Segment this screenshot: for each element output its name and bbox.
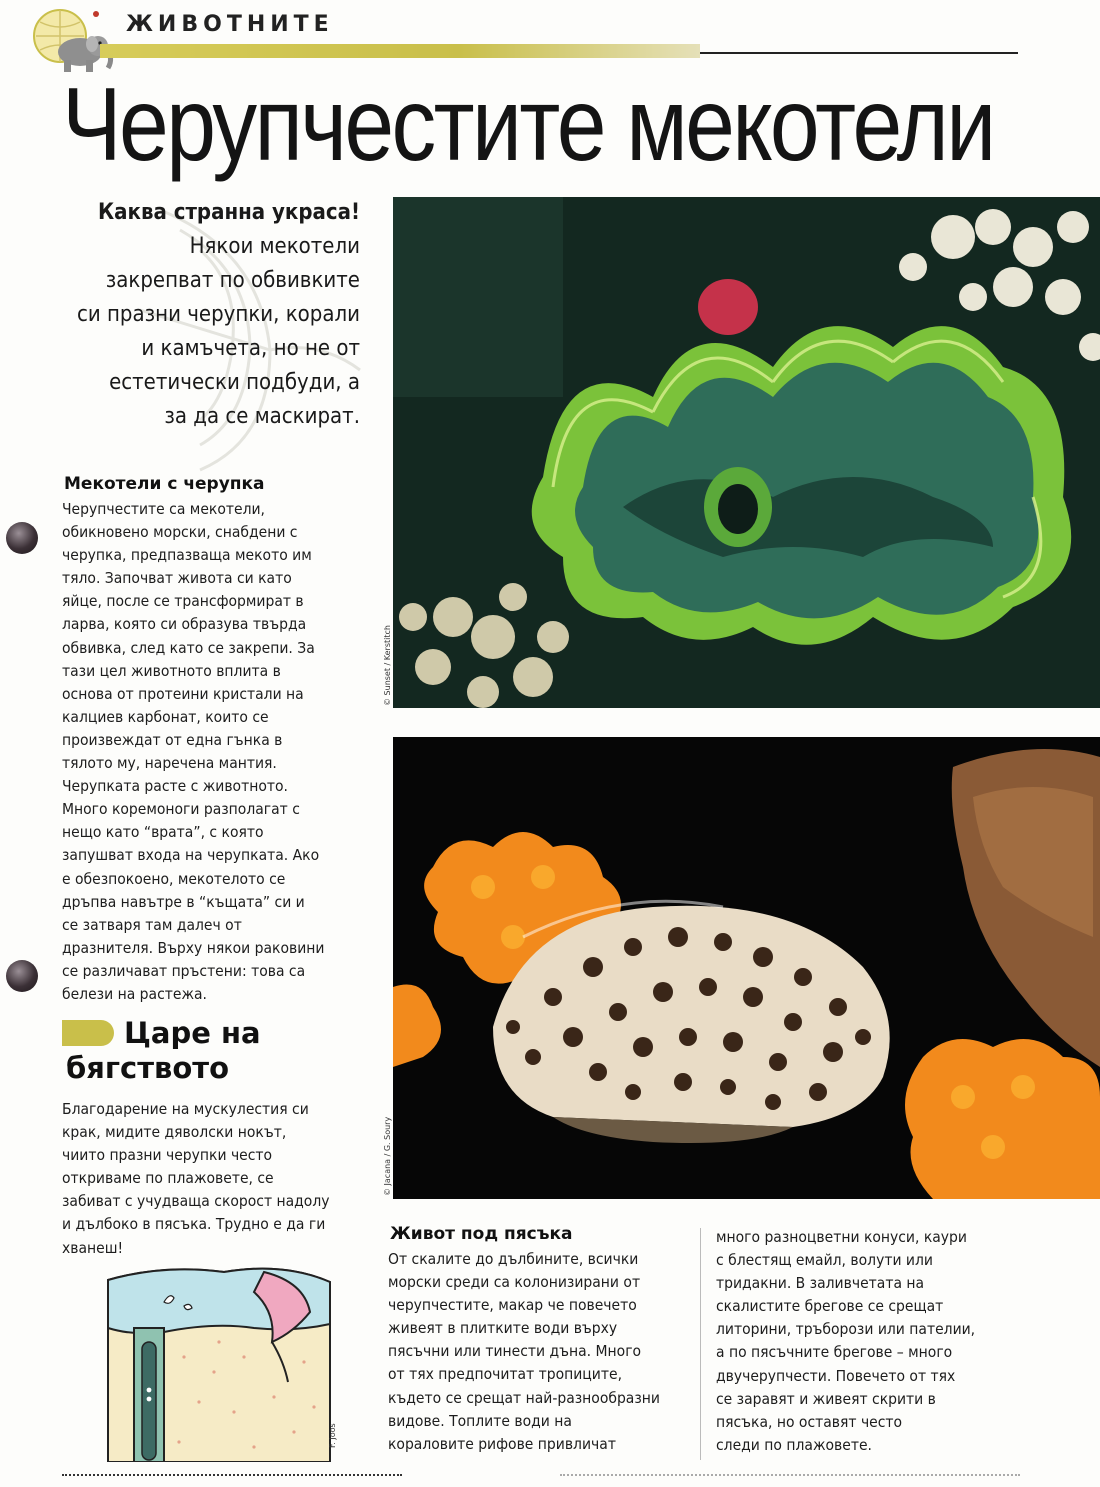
text-line: кораловите рифове привличат (388, 1434, 616, 1453)
col2-heading-line2: бягството (66, 1051, 230, 1085)
text-line: обвивка, след като се закрепи. За (62, 638, 315, 657)
lead-line: и камъчета, но не от (141, 336, 360, 361)
text-line: черупка, предпазваща мекото им (62, 546, 312, 565)
text-line: където се срещат най-разнообразни (388, 1388, 660, 1407)
col2-heading (66, 1016, 366, 1086)
text-line: Черупчестите са мекотели, (62, 500, 265, 518)
photo2-credit: © Jacana / G. Soury (383, 1116, 392, 1196)
col2-heading-line1: Царе на (124, 1016, 261, 1050)
col1-heading: Мекотели с черупка (64, 474, 265, 494)
clam-burrow-illustration (104, 1262, 344, 1462)
text-line: морски среди са колонизирани от (388, 1273, 641, 1292)
giant-clam-photo (393, 197, 1100, 708)
text-line: дразнителя. Върху някои раковини (62, 938, 325, 957)
binder-hole-icon (6, 960, 38, 992)
text-line: нещо като “врата”, с която (62, 823, 264, 842)
col4-body (716, 1226, 1016, 1457)
col3-body (388, 1248, 688, 1456)
col2-body (62, 1098, 362, 1260)
text-line: тялото му, наречена мантия. (62, 754, 277, 773)
page-title: Черупчестите мекотели (62, 67, 994, 183)
text-line: се затваря там далеч от (62, 915, 242, 934)
lead-line: за да се маскират. (164, 404, 360, 429)
text-line: яйце, после се трансформират в (62, 592, 304, 611)
footer-dotted-rule (560, 1474, 1020, 1476)
text-line: се различават пръстени: това са (62, 961, 306, 980)
text-line: от тях предпочитат тропиците, (388, 1365, 622, 1384)
cowrie-photo (393, 737, 1100, 1199)
lead-line: естетически подбуди, а (109, 370, 360, 395)
section-bar (100, 44, 700, 58)
text-line: черупчестите, макар че повечето (388, 1296, 637, 1315)
section-rule (700, 52, 1018, 54)
lead-line: Някои мекотели (189, 234, 360, 259)
photo1-credit: © Sunset / Kerstitch (383, 625, 392, 706)
col1-body (62, 498, 362, 1006)
col3-heading: Живот под пясъка (390, 1224, 573, 1244)
column-divider (700, 1228, 701, 1460)
lead-line: закрепват по обвивките (105, 268, 360, 293)
text-line: е обезпокоено, мекотелото се (62, 869, 286, 888)
footer-dotted-rule (62, 1474, 402, 1476)
text-line: чиито празни черупки често (62, 1146, 273, 1165)
text-line: обикновено морски, снабдени с (62, 523, 298, 542)
text-line: двучерупчести. Повечето от тях (716, 1366, 956, 1385)
lead-paragraph (60, 196, 360, 434)
text-line: откриваме по плажовете, се (62, 1169, 274, 1188)
text-line: хванеш! (62, 1238, 124, 1257)
text-line: основа от протеини кристали на (62, 684, 304, 703)
lead-line: си празни черупки, корали (76, 302, 360, 327)
text-line: тази цел животното вплита в (62, 661, 281, 680)
text-line: крак, мидите дяволски нокът, (62, 1123, 287, 1142)
text-line: произвеждат от една гънка в (62, 730, 283, 749)
text-line: пясъчни или тинести дъна. Много (388, 1342, 642, 1361)
text-line: дръпва навътре в “къщата” си и (62, 892, 305, 911)
section-label: ЖИВОТНИТЕ (126, 12, 334, 37)
text-line: Много коремоноги разполагат с (62, 800, 300, 819)
text-line: запушват входа на черупката. Ако (62, 846, 320, 865)
text-line: се заравят и живеят скрити в (716, 1389, 936, 1408)
illustration-credit: F. Joos (328, 1423, 337, 1448)
text-line: видове. Топлите води на (388, 1411, 572, 1430)
text-line: калциев карбонат, които се (62, 707, 269, 726)
text-line: От скалите до дълбините, всички (388, 1250, 639, 1268)
text-line: следи по плажовете. (716, 1435, 872, 1454)
text-line: тяло. Започват живота си като (62, 569, 292, 588)
text-line: белези на растежа. (62, 984, 207, 1003)
text-line: Черупката расте с животното. (62, 777, 288, 796)
text-line: ларва, която си образува твърда (62, 615, 307, 634)
text-line: Благодарение на мускулестия си (62, 1100, 309, 1118)
text-line: забиват с учудваща скорост надолу (62, 1192, 330, 1211)
text-line: литорини, тръборози или пателии, (716, 1320, 976, 1339)
text-line: пясъка, но оставят често (716, 1412, 903, 1431)
text-line: тридакни. В заливчетата на (716, 1274, 925, 1293)
text-line: и дълбоко в пясъка. Трудно е да ги (62, 1215, 326, 1234)
binder-hole-icon (6, 522, 38, 554)
text-line: скалистите брегове се срещат (716, 1297, 944, 1316)
text-line: с блестящ емайл, волути или (716, 1251, 933, 1270)
text-line: много разноцветни конуси, каури (716, 1228, 967, 1246)
text-line: а по пясъчните брегове – много (716, 1343, 953, 1362)
text-line: живеят в плитките води върху (388, 1319, 618, 1338)
lead-heading: Каква странна украса! (97, 200, 360, 225)
